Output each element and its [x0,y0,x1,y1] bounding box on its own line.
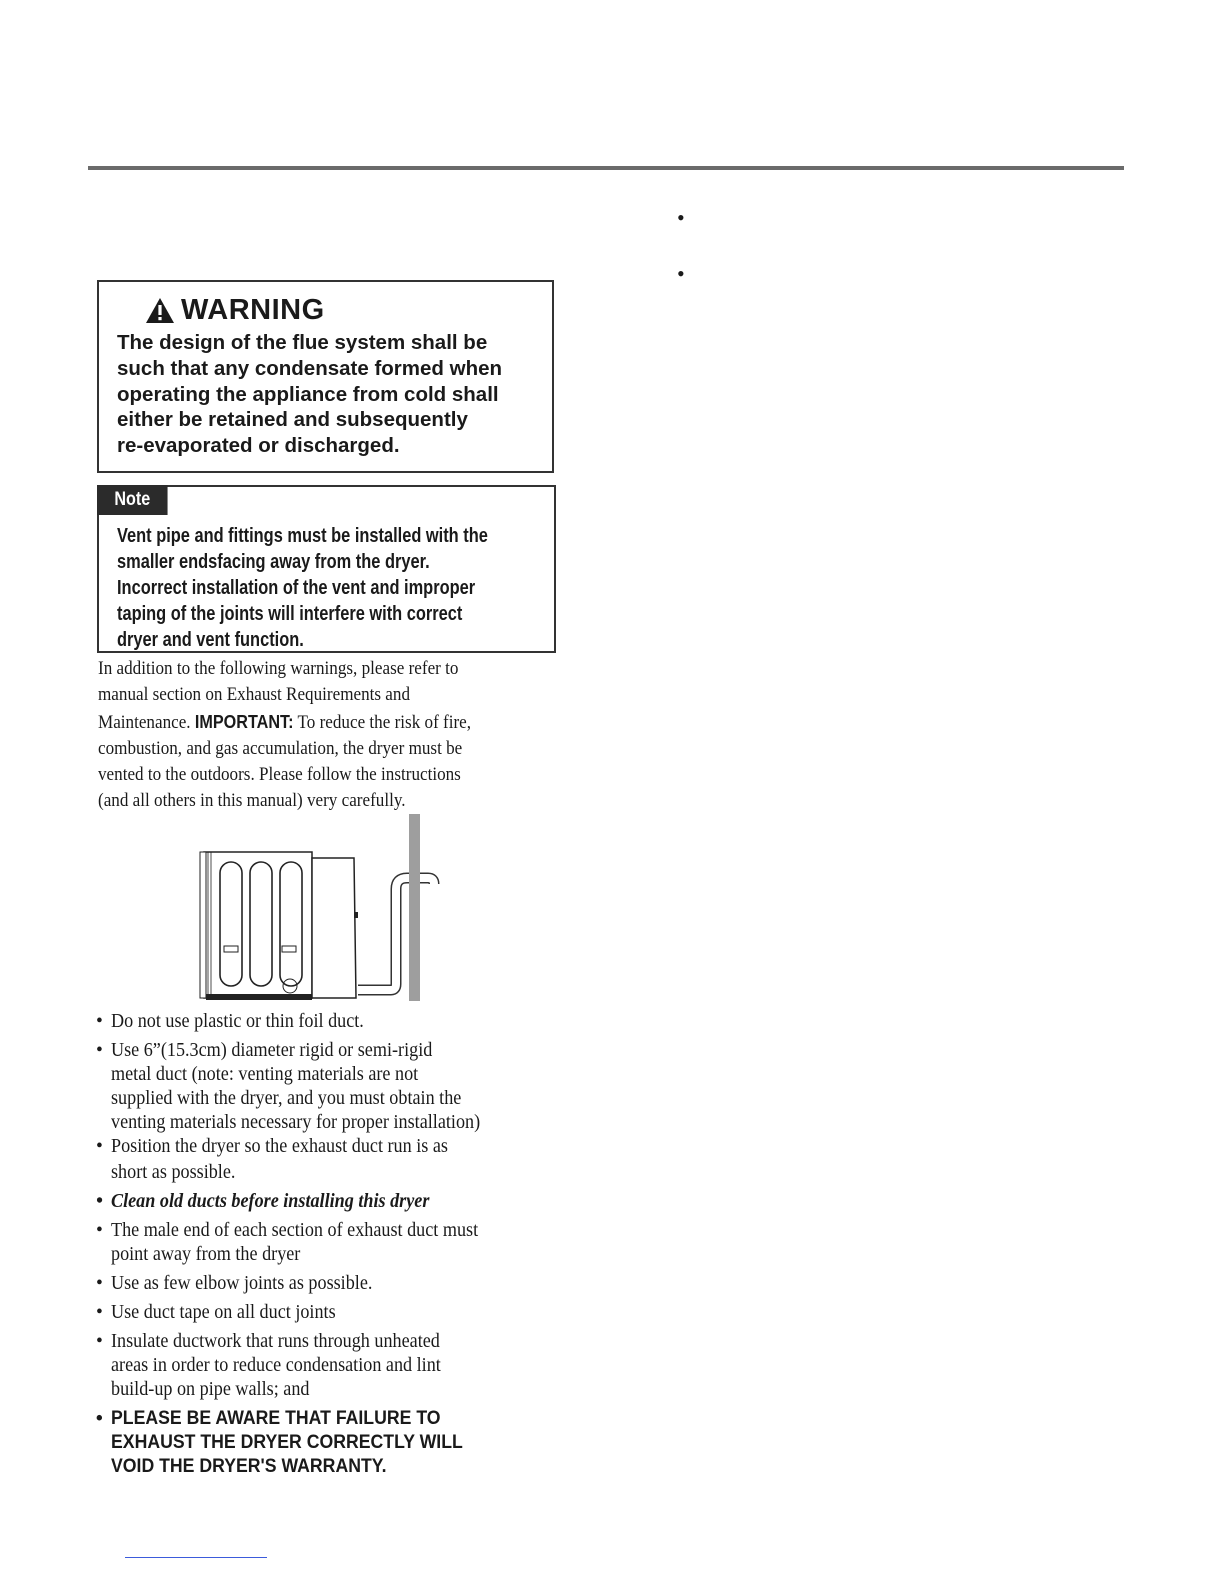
list-item [96,1301,566,1325]
list-item [96,1039,566,1135]
footer-link-underline [125,1557,267,1558]
list-item-line: Do not use plastic or thin foil duct. [111,1011,364,1032]
warning-triangle-icon [145,297,175,324]
list-item-line: build-up on pipe walls; and [111,1379,310,1400]
list-item [96,1219,566,1267]
note-box [97,485,556,653]
note-text [117,523,527,653]
dryer-base-shape [206,994,312,1000]
list-item-line: point away from the dryer [111,1244,301,1265]
dryer-vent-illustration [196,814,446,1006]
list-item [96,1010,566,1034]
intro-line: In addition to the following warnings, please refer to [98,658,459,679]
list-item-line: VOID THE DRYER'S WARRANTY. [111,1456,387,1477]
note-line: smaller endsfacing away from the dryer. [117,551,430,573]
wall-shape [409,814,420,1001]
right-column-bullet: • [677,261,685,286]
list-item-line: areas in order to reduce condensation and lint [111,1355,441,1376]
list-item-line: • The male end of each section of exhaust duct must [111,1220,479,1241]
warning-line: The design of the flue system shall be [117,331,488,354]
note-line: Vent pipe and fittings must be installed with the [117,525,488,547]
list-item-line: • Insulate ductwork that runs through unheated [111,1331,440,1352]
header-rule [88,166,1124,170]
dryer-vent-diagram [196,814,446,1011]
exhaust-duct-inner-shape [358,878,434,990]
exhaust-port-shape [354,912,358,918]
warning-line: such that any condensate formed when [117,356,503,380]
warning-line: either be retained and subsequently [117,408,468,432]
list-item-line: • PLEASE BE AWARE THAT FAILURE TO [111,1408,441,1429]
intro-line [98,709,548,736]
warning-line: re-evaporated or discharged. [117,434,400,458]
intro-line: vented to the outdoors. Please follow the instructions [98,764,461,786]
list-item-line: metal duct (note: venting materials are not [111,1064,419,1085]
list-item [96,1272,566,1296]
list-item-line: • Use 6”(15.3cm) diameter rigid or semi-rigid [111,1040,433,1061]
list-item-line: Use duct tape on all duct joints [111,1302,336,1323]
important-label: IMPORTANT: [194,711,294,732]
note-tag: Note [97,485,168,515]
list-item [96,1407,566,1479]
right-column-bullet: • [677,205,685,230]
venting-instructions-list [96,1010,566,1479]
intro-text: Maintenance. [98,711,195,733]
dryer-rear-shape [312,858,356,998]
intro-line: manual section on Exhaust Requirements and [98,684,411,706]
list-item-line: venting materials necessary for proper installation) [111,1112,481,1133]
warning-title-text: WARNING [181,294,325,326]
warning-box [97,280,554,473]
list-item-line: short as possible. [111,1162,236,1183]
list-item-line: • Position the dryer so the exhaust duct run is as [111,1136,448,1157]
warning-line: operating the appliance from cold shall [117,382,499,406]
note-line: Incorrect installation of the vent and improper [117,577,476,599]
wall-penetration-shape [409,870,420,887]
list-item-line: Use as few elbow joints as possible. [111,1273,373,1294]
note-line: dryer and vent function. [117,629,304,651]
dryer-front-shape [200,852,206,998]
list-item [96,1190,566,1214]
list-item [96,1330,566,1402]
dryer-latch-shape [282,946,296,952]
intro-line: (and all others in this manual) very carefully. [98,790,406,812]
list-item-line: supplied with the dryer, and you must obtain the [111,1088,462,1109]
intro-text: To reduce the risk of fire, [293,711,472,733]
warning-title [145,294,325,327]
note-line: taping of the joints will interfere with correct [117,603,463,625]
dryer-latch-shape [224,946,238,952]
intro-paragraph [98,656,548,815]
warning-text [117,330,547,459]
list-item [96,1135,566,1185]
list-item-line: EXHAUST THE DRYER CORRECTLY WILL [111,1432,463,1453]
list-item-line: Clean old ducts before installing this dryer [111,1191,430,1212]
intro-line: combustion, and gas accumulation, the dryer must be [98,737,463,759]
